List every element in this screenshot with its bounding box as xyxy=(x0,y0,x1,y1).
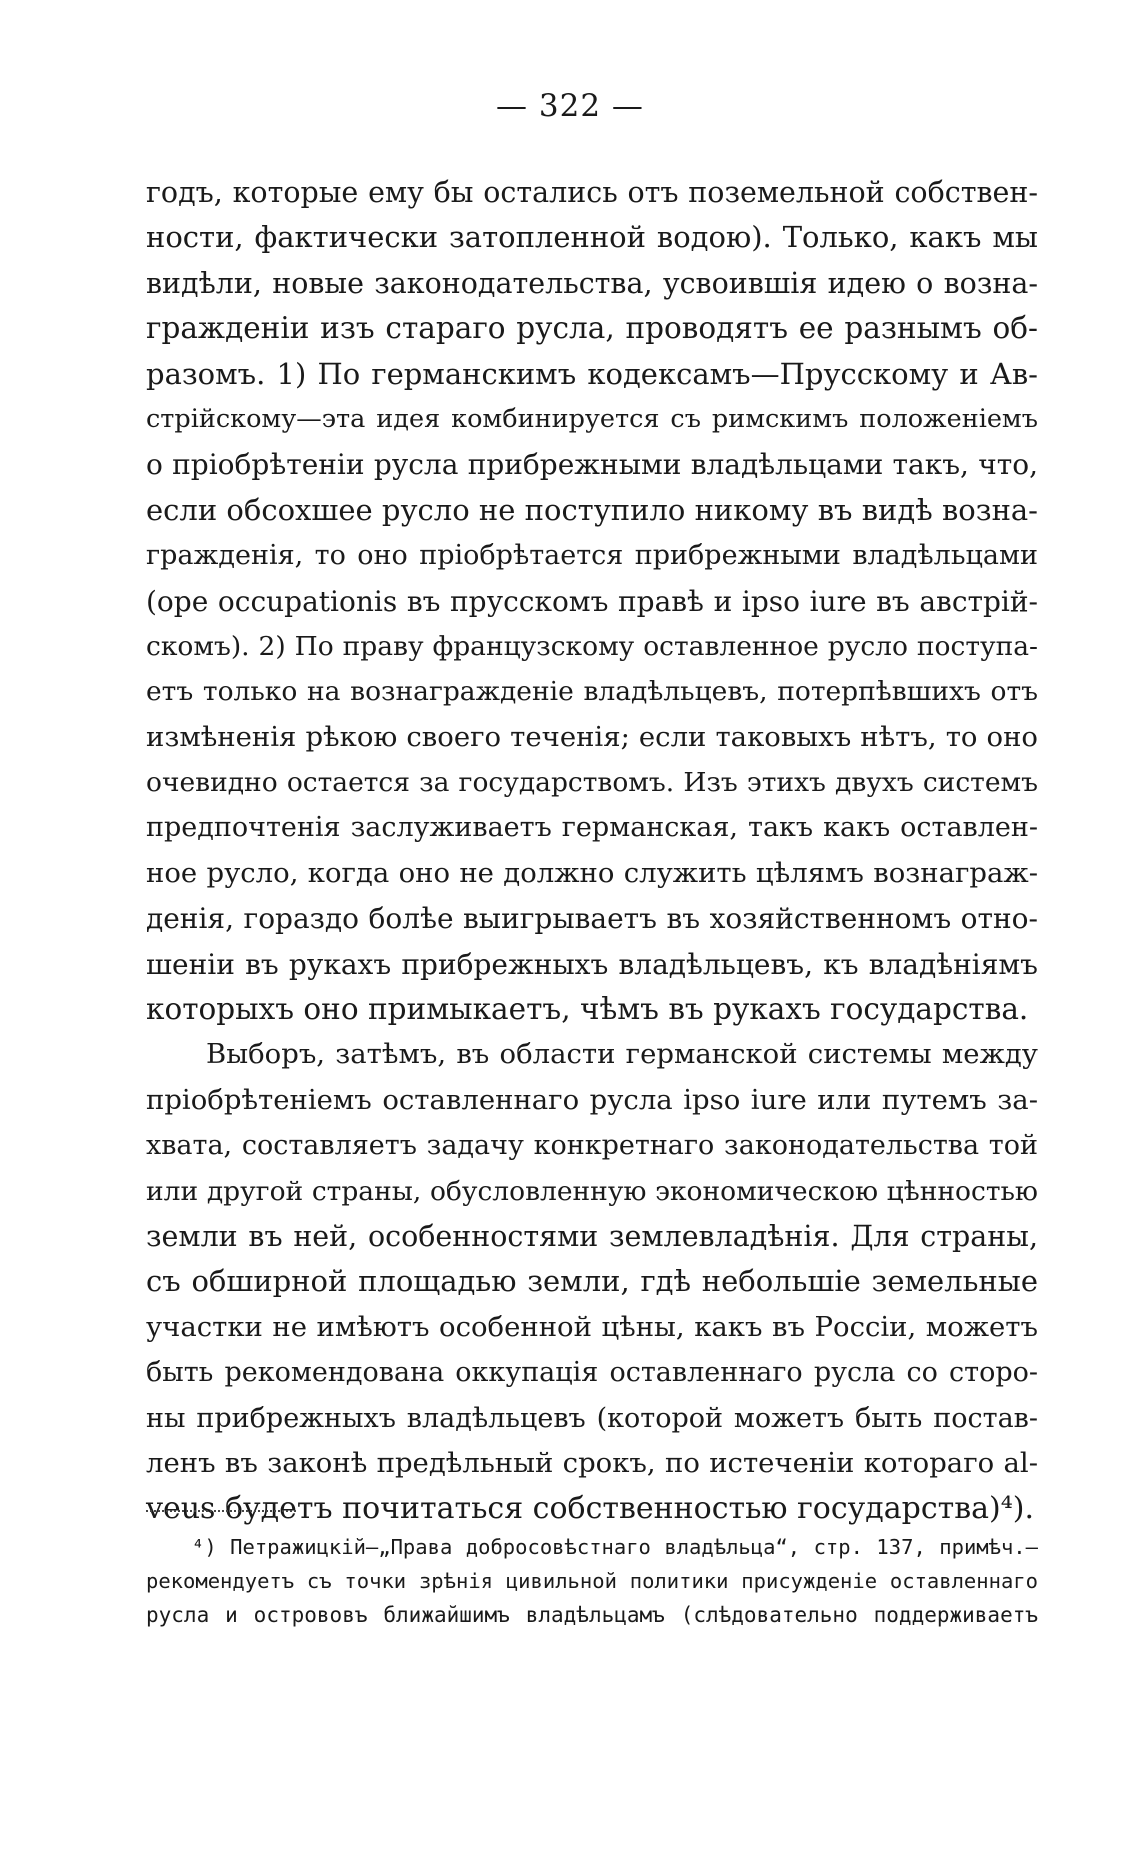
footnote xyxy=(146,1530,1038,1632)
text-line: или другой страны, обусловленную экономическою цѣнностью xyxy=(146,1175,1038,1207)
text-line: быть рекомендована оккупація оставленнаго русла со сторо- xyxy=(146,1357,1038,1389)
text-line: хвата, составляетъ задачу конкретнаго законодательства той xyxy=(146,1130,1038,1162)
text-line: гражденіи изъ стараго русла, проводятъ ее разнымъ об- xyxy=(146,311,1038,346)
text-line: годъ, которые ему бы остались отъ поземельной собствен- xyxy=(146,176,1038,209)
text-line: (ope occupationis въ прусскомъ правѣ и ipso iure въ австрій- xyxy=(146,584,1038,618)
text-line: измѣненія рѣкою своего теченія; если таковыхъ нѣтъ, то оно xyxy=(146,720,1038,753)
text-line: ности, фактически затопленной водою). Только, какъ мы xyxy=(146,220,1038,255)
text-line: участки не имѣютъ особенной цѣны, какъ въ Россіи, можетъ xyxy=(146,1310,1038,1343)
text-line: ное русло, когда оно не должно служить цѣлямъ вознаграж- xyxy=(146,856,1038,889)
footnote-divider xyxy=(146,1510,296,1512)
text-line: разомъ. 1) По германскимъ кодексамъ—Прусскому и Ав- xyxy=(146,356,1038,391)
text-line: если обсохшее русло не поступило никому въ видѣ возна- xyxy=(146,492,1038,527)
text-line: денія, гораздо болѣе выигрываетъ въ хозяйственномъ отно- xyxy=(146,902,1038,936)
body-text xyxy=(146,170,1038,1532)
text-line: видѣли, новые законодательства, усвоившія идею о возна- xyxy=(146,266,1038,300)
footnote-line: рекомендуетъ съ точки зрѣнія цивильной политики присужденіе оставленнаго xyxy=(146,1569,1038,1593)
text-line: етъ только на вознагражденіе владѣльцевъ, потерпѣвшихъ отъ xyxy=(146,676,1038,708)
text-line: земли въ ней, особенностями землевладѣнія. Для страны, xyxy=(146,1219,1038,1253)
footnote-line: ⁴) Петражицкій—„Права добросовѣстнаго владѣльца“, стр. 137, примѣч.— xyxy=(192,1535,1038,1559)
text-line: стрійскому—эта идея комбинируется съ римскимъ положеніемъ xyxy=(146,403,1038,434)
text-line: шеніи въ рукахъ прибрежныхъ владѣльцевъ, къ владѣніямъ xyxy=(146,947,1038,981)
text-line: гражденія, то оно пріобрѣтается прибрежными владѣльцами xyxy=(146,540,1038,572)
text-line: скомъ). 2) По праву французскому оставленное русло поступа- xyxy=(146,630,1038,662)
page-number: — 322 — xyxy=(496,88,644,124)
text-line: предпочтенія заслуживаетъ германская, такъ какъ оставлен- xyxy=(146,812,1038,844)
text-line: Выборъ, затѣмъ, въ области германской системы между xyxy=(206,1038,1038,1071)
footnote-line: русла и острововъ ближайшимъ владѣльцамъ (слѣдовательно поддерживаетъ xyxy=(146,1603,1038,1627)
text-line: пріобрѣтеніемъ оставленнаго русла ipso iure или путемъ за- xyxy=(146,1083,1038,1116)
text-line: которыхъ оно примыкаетъ, чѣмъ въ рукахъ государства. xyxy=(146,992,1029,1027)
text-line: ны прибрежныхъ владѣльцевъ (которой можетъ быть постав- xyxy=(146,1402,1038,1434)
text-line: о пріобрѣтеніи русла прибрежными владѣльцами такъ, что, xyxy=(146,448,1038,482)
text-line: съ обширной площадью земли, гдѣ небольшіе земельные xyxy=(146,1264,1038,1299)
text-line: ленъ въ законѣ предѣльный срокъ, по истеченіи котораго al- xyxy=(146,1446,1038,1479)
text-line: veus будетъ почитаться собственностью государства)⁴). xyxy=(146,1491,1035,1527)
text-line: очевидно остается за государствомъ. Изъ этихъ двухъ системъ xyxy=(146,767,1038,799)
